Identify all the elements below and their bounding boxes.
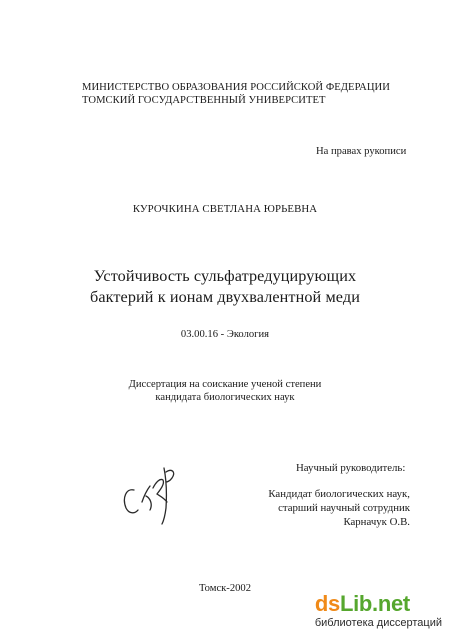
specialty-code: 03.00.16 - Экология (180, 329, 270, 340)
watermark-logo-lib: Lib (339, 591, 373, 616)
supervisor-heading: Научный руководитель: (296, 462, 406, 474)
watermark-logo-ds: ds (314, 591, 340, 616)
ministry-header: МИНИСТЕРСТВО ОБРАЗОВАНИЯ РОССИЙСКОЙ ФЕДЕРАЦИИ (82, 82, 390, 93)
city-and-year: Томск-2002 (198, 583, 252, 594)
university-header: ТОМСКИЙ ГОСУДАРСТВЕННЫЙ УНИВЕРСИТЕТ (82, 95, 326, 106)
degree-statement-line-2: кандидата биологических наук (155, 392, 295, 403)
dissertation-title-line-1: Устойчивость сульфатредуцирующих (93, 267, 357, 285)
manuscript-rights-note: На правах рукописи (316, 146, 407, 157)
author-name: КУРОЧКИНА СВЕТЛАНА ЮРЬЕВНА (132, 203, 318, 215)
supervisor-degree: Кандидат биологических наук, (268, 488, 410, 500)
supervisor-position: старший научный сотрудник (278, 502, 410, 514)
watermark-logo-net: .net (372, 591, 410, 616)
handwritten-signature (120, 458, 184, 528)
dissertation-title-line-2: бактерий к ионам двухвалентной меди (90, 288, 360, 306)
dslib-watermark (315, 593, 442, 630)
watermark-logo (315, 593, 442, 615)
supervisor-name: Карначук О.В. (343, 516, 410, 528)
watermark-subtitle: библиотека диссертаций (314, 617, 442, 629)
degree-statement-line-1: Диссертация на соискание ученой степени (128, 379, 322, 390)
